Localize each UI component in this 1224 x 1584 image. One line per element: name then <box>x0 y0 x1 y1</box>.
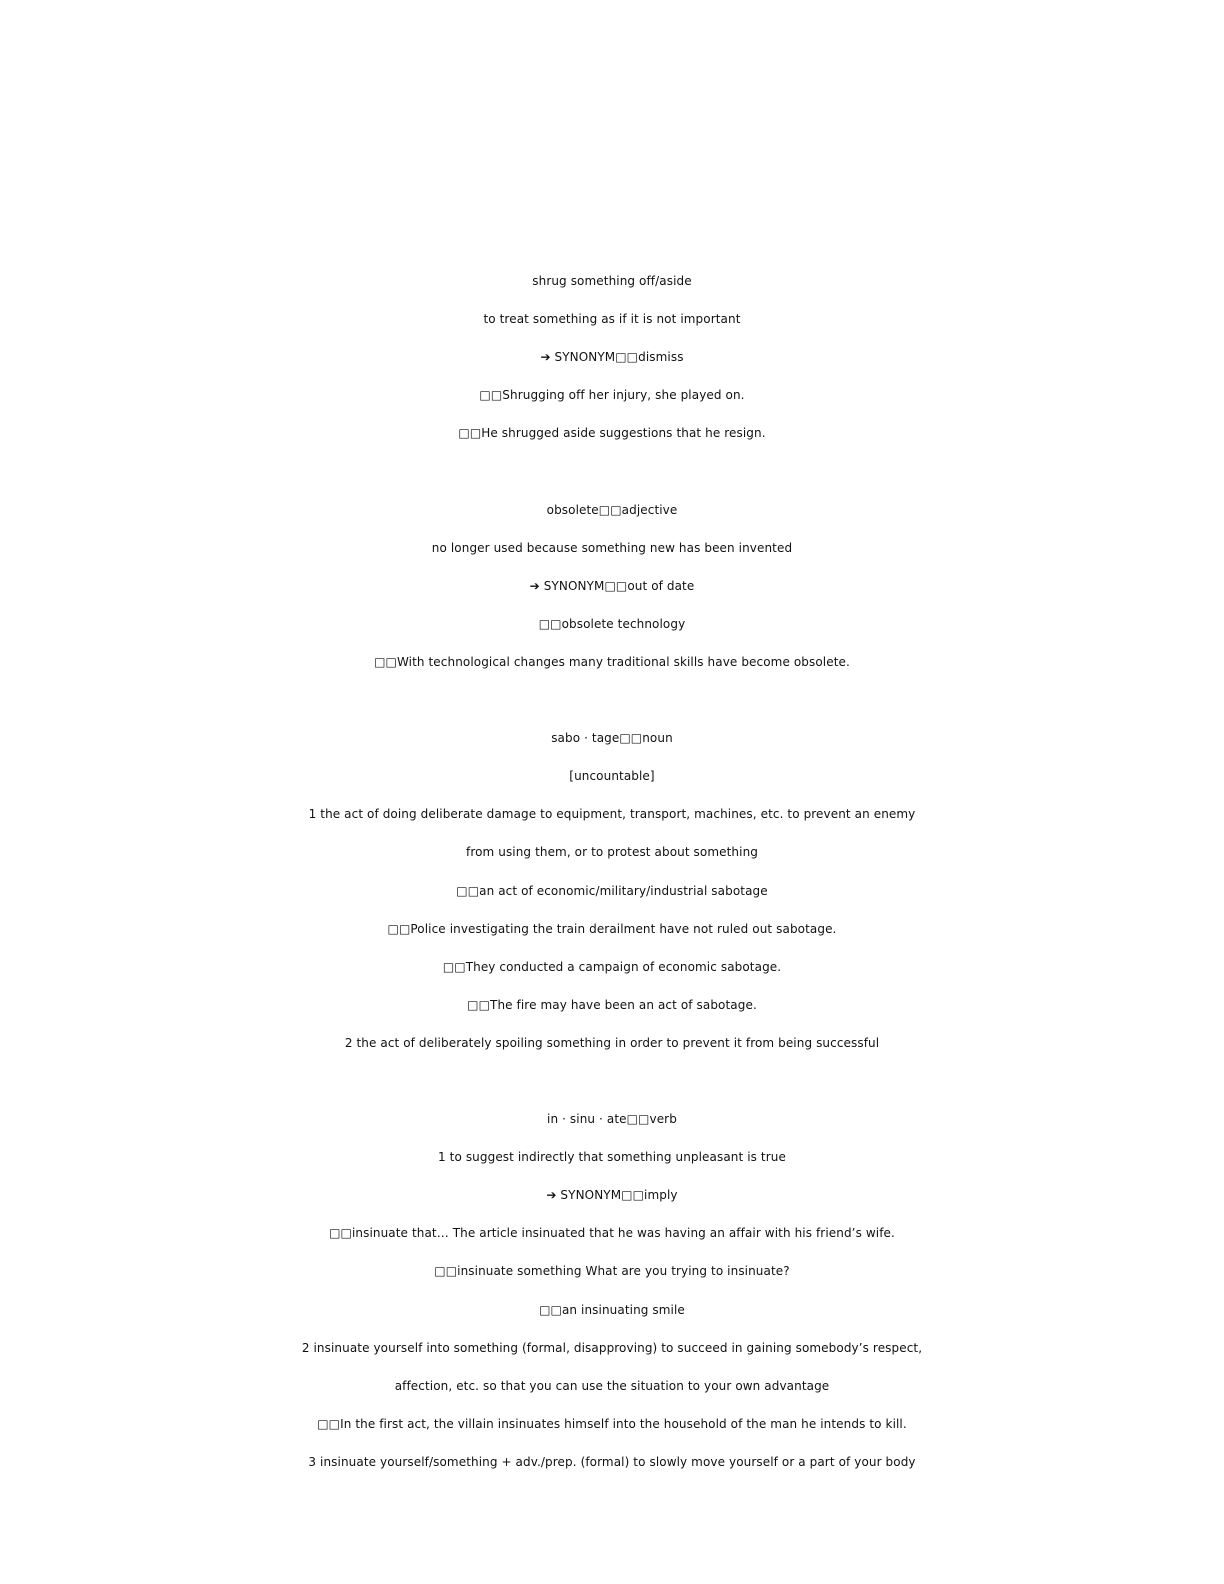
definition: 2 the act of deliberately spoiling something in order to prevent it from being successful <box>344 1035 880 1050</box>
definition: 2 insinuate yourself into something (formal, disapproving) to succeed in gaining somebody’s respect, <box>301 1340 923 1355</box>
headword: in · sinu · ate□□verb <box>547 1112 677 1127</box>
example: □□The fire may have been an act of sabotage. <box>467 997 757 1012</box>
entry-divider <box>0 681 1224 719</box>
headword: sabo · tage□□noun <box>551 731 673 746</box>
definition: affection, etc. so that you can use the situation to your own advantage <box>394 1378 830 1393</box>
example: □□Police investigating the train derailment have not ruled out sabotage. <box>387 921 837 936</box>
entry-sabotage <box>0 719 1224 1062</box>
headword: obsolete□□adjective <box>546 502 678 517</box>
entry-obsolete <box>0 491 1224 681</box>
example: □□insinuate that… The article insinuated that he was having an affair with his friend’s wife. <box>329 1226 895 1241</box>
example: □□an act of economic/military/industrial sabotage <box>456 883 768 898</box>
definition: to treat something as if it is not important <box>483 312 741 327</box>
example: □□With technological changes many traditional skills have become obsolete. <box>374 654 850 669</box>
synonym: ➔ SYNONYM□□dismiss <box>540 350 684 365</box>
entry-insinuate <box>0 1100 1224 1481</box>
headword: shrug something off/aside <box>532 274 692 288</box>
synonym: ➔ SYNONYM□□imply <box>546 1188 678 1203</box>
entry-divider <box>0 1062 1224 1100</box>
entry-shrug-off <box>0 262 1224 452</box>
example: □□an insinuating smile <box>539 1302 685 1317</box>
dictionary-page <box>0 262 1224 1481</box>
synonym: ➔ SYNONYM□□out of date <box>529 578 695 593</box>
entry-divider <box>0 452 1224 490</box>
grammar-label: [uncountable] <box>569 769 655 784</box>
definition: 1 the act of doing deliberate damage to equipment, transport, machines, etc. to prevent an enemy <box>308 807 916 822</box>
example: □□insinuate something What are you trying to insinuate? <box>434 1264 790 1279</box>
definition: 3 insinuate yourself/something + adv./prep. (formal) to slowly move yourself or a part of your body <box>308 1454 916 1469</box>
definition: no longer used because something new has been invented <box>431 540 793 555</box>
example: □□He shrugged aside suggestions that he resign. <box>458 426 766 441</box>
definition: 1 to suggest indirectly that something unpleasant is true <box>438 1150 786 1165</box>
example: □□Shrugging off her injury, she played on. <box>479 388 745 403</box>
definition: from using them, or to protest about something <box>466 845 758 860</box>
example: □□They conducted a campaign of economic sabotage. <box>442 959 782 974</box>
example: □□obsolete technology <box>538 616 686 631</box>
example: □□In the first act, the villain insinuates himself into the household of the man he intends to kill. <box>317 1416 907 1431</box>
